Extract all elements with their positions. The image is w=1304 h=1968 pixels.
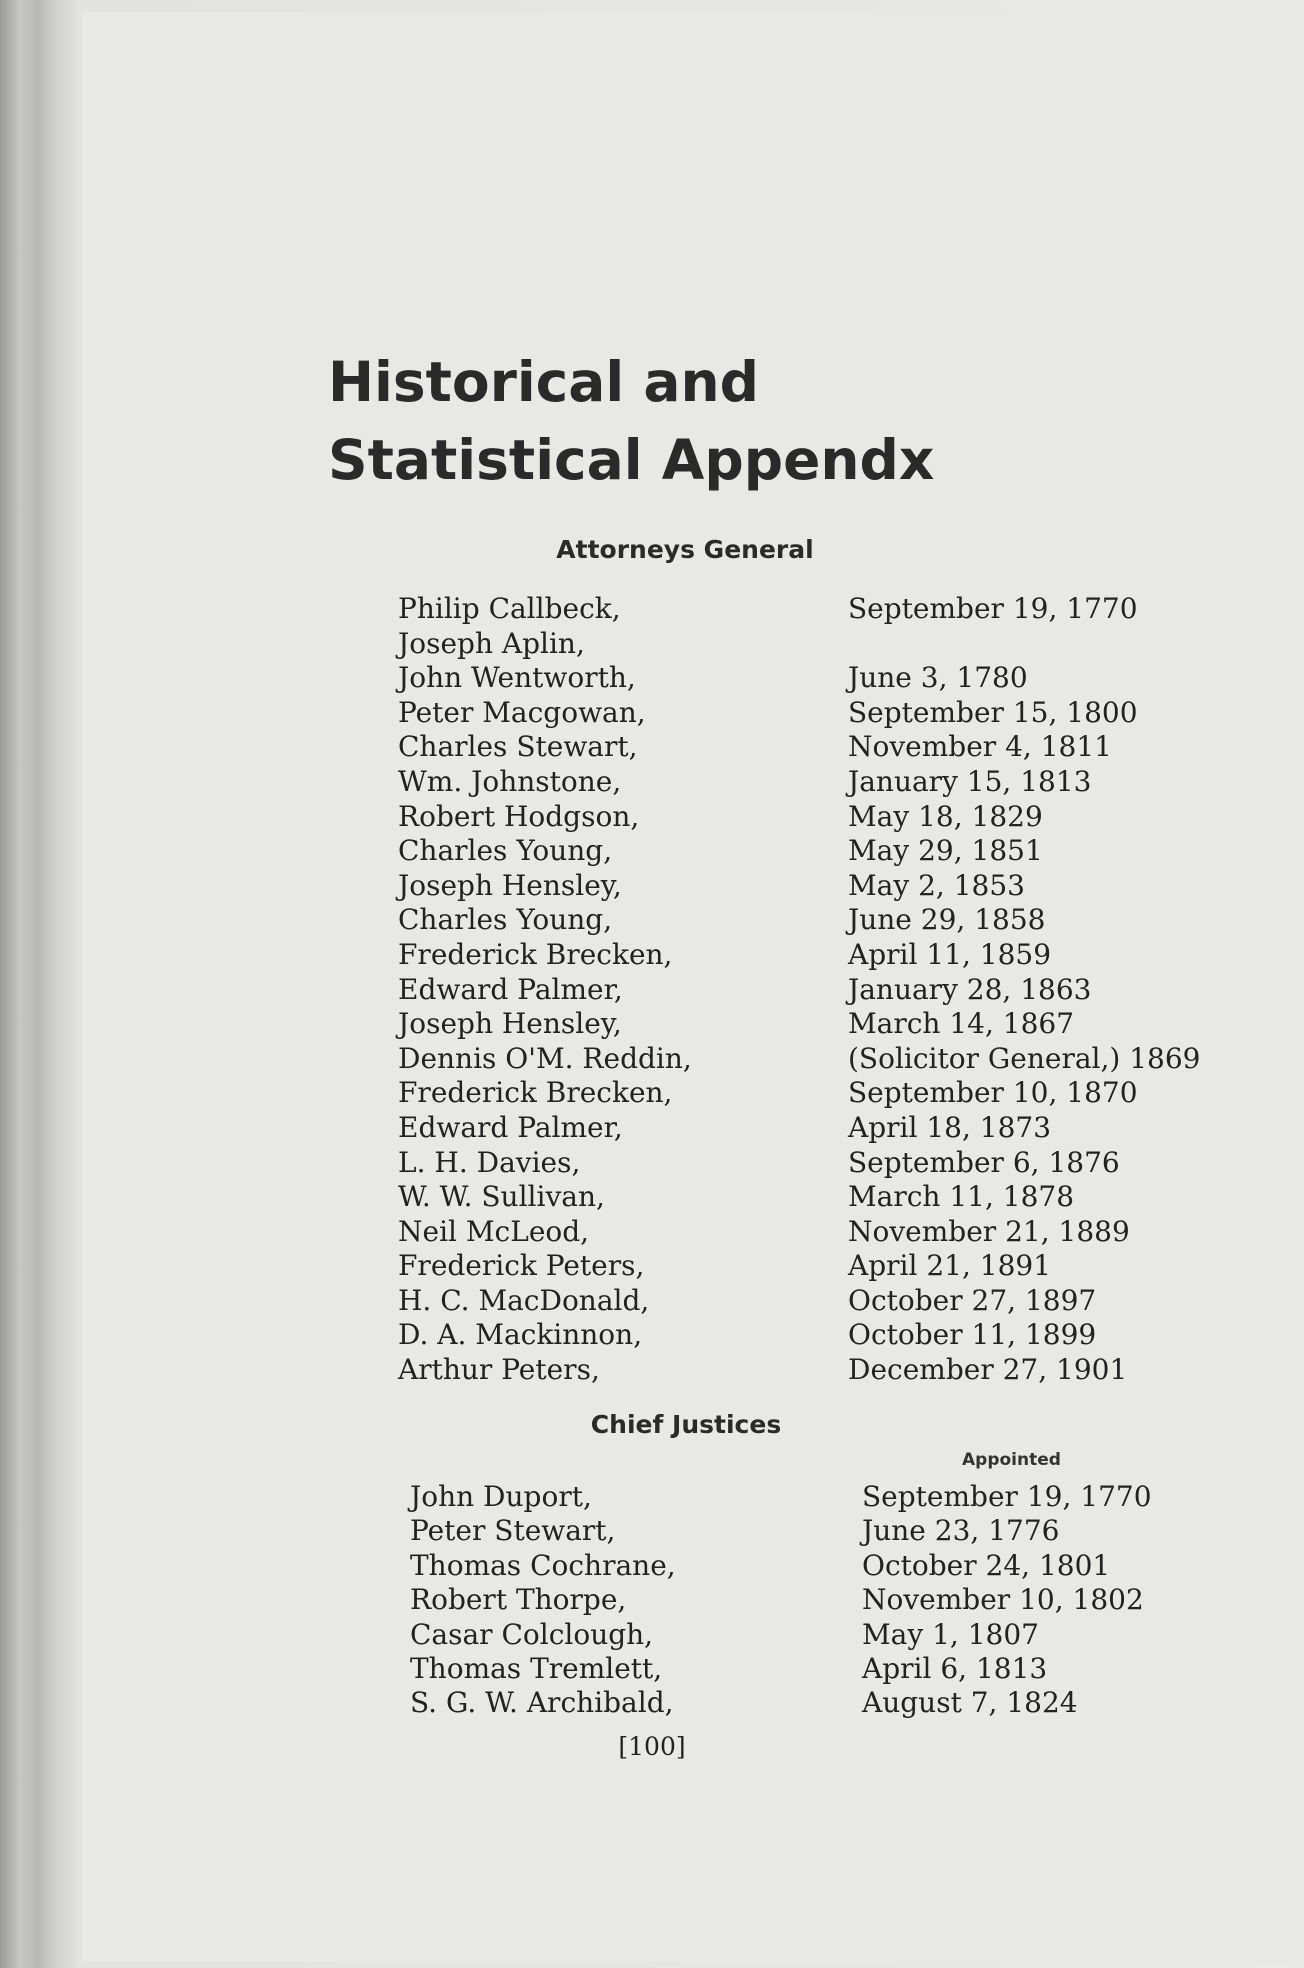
list-item — [398, 1215, 1258, 1250]
list-item — [398, 1076, 1258, 1111]
list-item — [398, 1284, 1258, 1319]
appointment-date: June 23, 1776 — [862, 1514, 1060, 1548]
person-name: Thomas Cochrane, — [410, 1548, 676, 1582]
appointment-date: September 6, 1876 — [848, 1145, 1120, 1179]
list-item — [398, 1180, 1258, 1215]
person-name: Charles Stewart, — [398, 730, 638, 764]
appointment-date: November 4, 1811 — [848, 730, 1112, 764]
appointment-date: March 11, 1878 — [848, 1180, 1075, 1214]
person-name: D. A. Mackinnon, — [398, 1318, 643, 1352]
appointment-date: April 6, 1813 — [862, 1651, 1048, 1685]
list-item — [398, 730, 1258, 765]
list-item — [398, 800, 1258, 835]
appointment-date: May 18, 1829 — [848, 799, 1043, 833]
person-name: S. G. W. Archibald, — [410, 1686, 674, 1720]
person-name: Joseph Hensley, — [398, 868, 622, 902]
list-item — [398, 1111, 1258, 1146]
person-name: L. H. Davies, — [398, 1145, 581, 1179]
person-name: Edward Palmer, — [398, 972, 623, 1006]
appointment-date: April 11, 1859 — [848, 937, 1052, 971]
list-item — [410, 1583, 1270, 1617]
person-name: John Duport, — [410, 1480, 592, 1513]
appointment-date: November 21, 1889 — [848, 1214, 1130, 1248]
appointment-date: April 21, 1891 — [848, 1249, 1052, 1283]
appointment-date: May 2, 1853 — [848, 868, 1025, 902]
person-name: Thomas Tremlett, — [410, 1651, 663, 1685]
appointment-date: May 29, 1851 — [848, 834, 1043, 868]
chief-justices-list — [410, 1480, 1270, 1721]
appointment-date: June 3, 1780 — [848, 661, 1028, 695]
person-name: Robert Thorpe, — [410, 1583, 627, 1617]
list-item — [410, 1618, 1270, 1652]
list-item — [410, 1652, 1270, 1686]
chief-justices-heading: Chief Justices — [590, 1410, 782, 1439]
person-name: Peter Stewart, — [410, 1514, 616, 1548]
person-name: Charles Young, — [398, 903, 613, 937]
person-name: Joseph Hensley, — [398, 1007, 622, 1041]
title-line-2: Statistical Appendx — [328, 428, 935, 492]
list-item — [410, 1514, 1270, 1548]
list-item — [398, 903, 1258, 938]
attorneys-general-list — [398, 592, 1258, 1388]
appointment-date: January 15, 1813 — [848, 764, 1092, 798]
title-line-1: Historical and — [328, 350, 760, 414]
list-item — [398, 1249, 1258, 1284]
list-item — [398, 1007, 1258, 1042]
person-name: W. W. Sullivan, — [398, 1180, 605, 1214]
person-name: Frederick Peters, — [398, 1249, 645, 1283]
appointment-date: October 27, 1897 — [848, 1283, 1097, 1317]
list-item — [398, 869, 1258, 904]
person-name: Arthur Peters, — [398, 1353, 600, 1387]
person-name: Dennis O'M. Reddin, — [398, 1041, 692, 1075]
page-title — [328, 343, 934, 499]
list-item — [410, 1686, 1270, 1720]
list-item — [398, 834, 1258, 869]
appointment-date: May 1, 1807 — [862, 1617, 1039, 1651]
appointment-date: September 19, 1770 — [848, 592, 1138, 625]
list-item — [398, 661, 1258, 696]
list-item — [398, 1146, 1258, 1181]
list-item — [398, 973, 1258, 1008]
attorneys-general-heading: Attorneys General — [556, 535, 814, 564]
page-number: [100] — [618, 1732, 686, 1761]
list-item — [398, 1318, 1258, 1353]
list-item — [398, 627, 1258, 662]
appointment-date: December 27, 1901 — [848, 1353, 1128, 1387]
person-name: Edward Palmer, — [398, 1110, 623, 1144]
appointment-date: March 14, 1867 — [848, 1007, 1075, 1041]
appointment-date: April 18, 1873 — [848, 1110, 1052, 1144]
appointment-date: (Solicitor General,) 1869 — [848, 1041, 1201, 1075]
list-item — [410, 1549, 1270, 1583]
list-item — [398, 1042, 1258, 1077]
appointment-date: October 11, 1899 — [848, 1318, 1097, 1352]
list-item — [398, 938, 1258, 973]
appointment-date: October 24, 1801 — [862, 1548, 1111, 1582]
person-name: Frederick Brecken, — [398, 1076, 673, 1110]
person-name: Casar Colclough, — [410, 1617, 654, 1651]
appointment-date: August 7, 1824 — [862, 1686, 1078, 1720]
appointment-date: November 10, 1802 — [862, 1583, 1144, 1617]
list-item — [398, 765, 1258, 800]
person-name: Neil McLeod, — [398, 1214, 590, 1248]
person-name: Philip Callbeck, — [398, 592, 621, 625]
person-name: John Wentworth, — [398, 661, 636, 695]
person-name: Charles Young, — [398, 834, 613, 868]
list-item — [398, 592, 1258, 627]
list-item — [398, 1353, 1258, 1388]
person-name: Robert Hodgson, — [398, 799, 640, 833]
person-name: H. C. MacDonald, — [398, 1283, 650, 1317]
appointment-date: September 15, 1800 — [848, 695, 1138, 729]
appointed-column-label: Appointed — [962, 1450, 1061, 1470]
appointment-date: September 10, 1870 — [848, 1076, 1138, 1110]
appointment-date: January 28, 1863 — [848, 972, 1092, 1006]
appointment-date: June 29, 1858 — [848, 903, 1046, 937]
appointment-date: September 19, 1770 — [862, 1480, 1152, 1513]
person-name: Frederick Brecken, — [398, 937, 673, 971]
person-name: Peter Macgowan, — [398, 695, 646, 729]
list-item — [410, 1480, 1270, 1514]
person-name: Wm. Johnstone, — [398, 764, 622, 798]
list-item — [398, 696, 1258, 731]
person-name: Joseph Aplin, — [398, 626, 585, 660]
